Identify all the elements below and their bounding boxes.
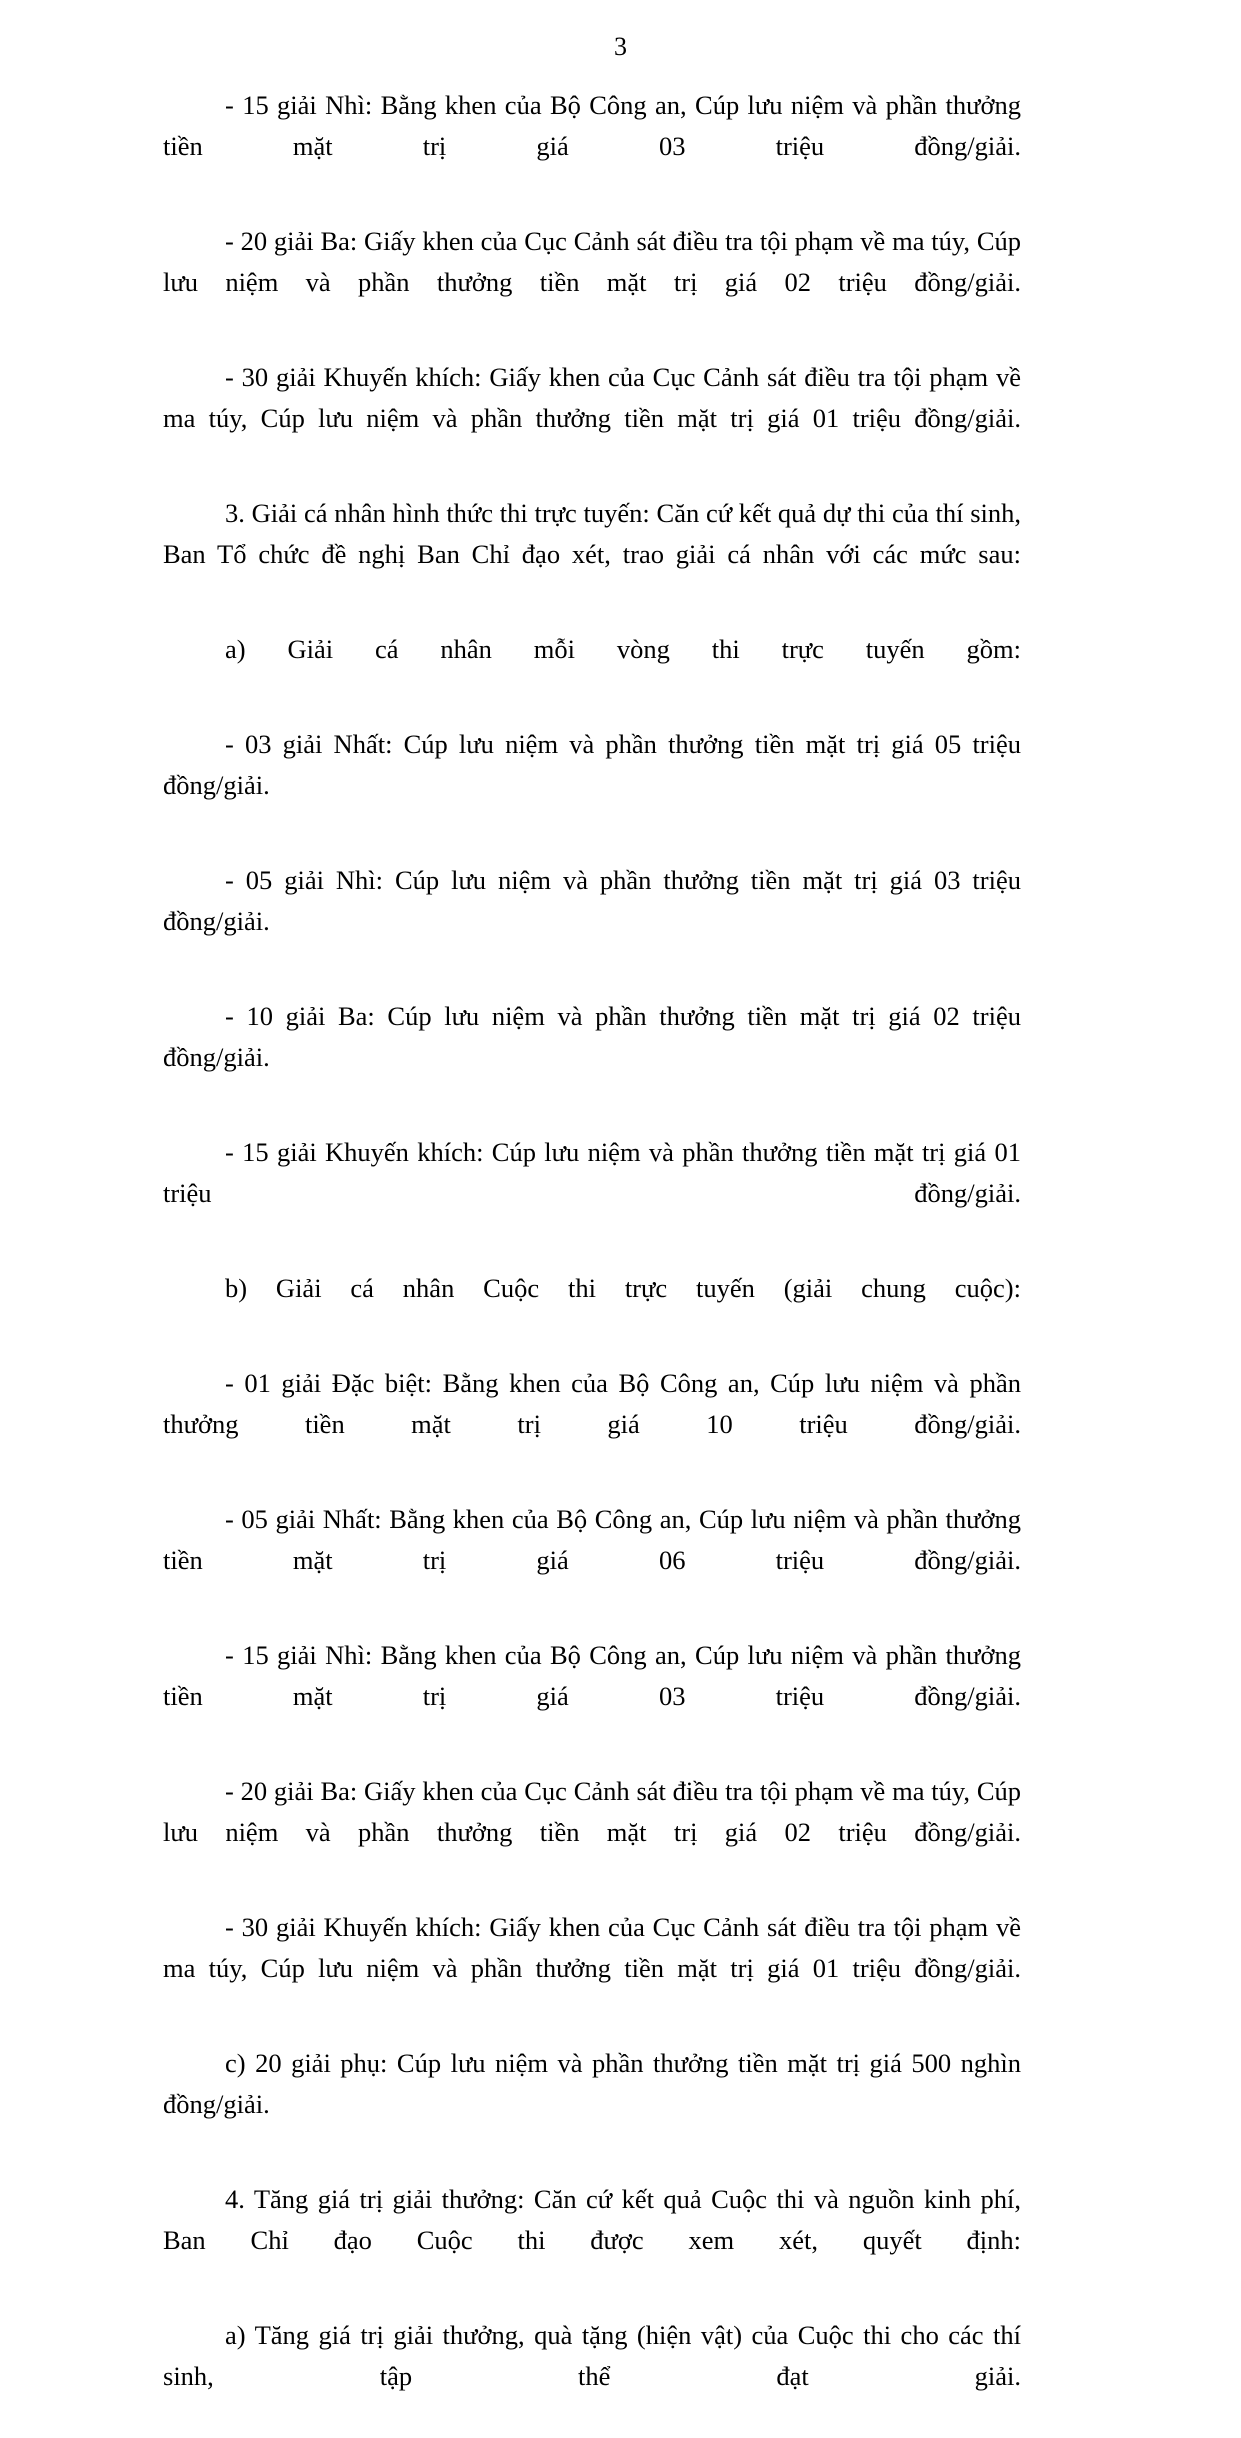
document-body	[163, 85, 1021, 2438]
page-number: 3	[614, 32, 627, 61]
paragraph: - 05 giải Nhì: Cúp lưu niệm và phần thưởng tiền mặt trị giá 03 triệu đồng/giải.	[163, 865, 1021, 936]
paragraph: - 20 giải Ba: Giấy khen của Cục Cảnh sát điều tra tội phạm về ma túy, Cúp lưu niệm và phần thưởng tiền mặt trị giá 02 triệu đồng/giải.	[163, 226, 1021, 297]
paragraph: - 01 giải Đặc biệt: Bằng khen của Bộ Công an, Cúp lưu niệm và phần thưởng tiền mặt trị giá 10 triệu đồng/giải.	[163, 1368, 1021, 1439]
paragraph: 4. Tăng giá trị giải thưởng: Căn cứ kết quả Cuộc thi và nguồn kinh phí, Ban Chỉ đạo Cuộc thi được xem xét, quyết định:	[163, 2184, 1021, 2255]
paragraph: - 30 giải Khuyến khích: Giấy khen của Cục Cảnh sát điều tra tội phạm về ma túy, Cúp lưu niệm và phần thưởng tiền mặt trị giá 01 triệu đồng/giải.	[163, 1912, 1021, 1983]
paragraph: - 03 giải Nhất: Cúp lưu niệm và phần thưởng tiền mặt trị giá 05 triệu đồng/giải.	[163, 729, 1021, 800]
paragraph: 3. Giải cá nhân hình thức thi trực tuyến: Căn cứ kết quả dự thi của thí sinh, Ban Tổ chức đề nghị Ban Chỉ đạo xét, trao giải cá nhân với các mức sau:	[163, 498, 1021, 569]
paragraph: c) 20 giải phụ: Cúp lưu niệm và phần thưởng tiền mặt trị giá 500 nghìn đồng/giải.	[163, 2048, 1021, 2119]
paragraph: a) Tăng giá trị giải thưởng, quà tặng (hiện vật) của Cuộc thi cho các thí sinh, tập thể đạt giải.	[163, 2320, 1021, 2391]
paragraph: - 20 giải Ba: Giấy khen của Cục Cảnh sát điều tra tội phạm về ma túy, Cúp lưu niệm và phần thưởng tiền mặt trị giá 02 triệu đồng/giải.	[163, 1776, 1021, 1847]
paragraph: - 10 giải Ba: Cúp lưu niệm và phần thưởng tiền mặt trị giá 02 triệu đồng/giải.	[163, 1001, 1021, 1072]
paragraph: - 15 giải Nhì: Bằng khen của Bộ Công an, Cúp lưu niệm và phần thưởng tiền mặt trị giá 03 triệu đồng/giải.	[163, 1640, 1021, 1711]
paragraph: - 05 giải Nhất: Bằng khen của Bộ Công an, Cúp lưu niệm và phần thưởng tiền mặt trị giá 06 triệu đồng/giải.	[163, 1504, 1021, 1575]
paragraph: b) Giải cá nhân Cuộc thi trực tuyến (giải chung cuộc):	[225, 1273, 1021, 1303]
paragraph: - 15 giải Nhì: Bằng khen của Bộ Công an, Cúp lưu niệm và phần thưởng tiền mặt trị giá 03 triệu đồng/giải.	[163, 90, 1021, 161]
paragraph: a) Giải cá nhân mỗi vòng thi trực tuyến gồm:	[225, 634, 1021, 664]
paragraph: - 15 giải Khuyến khích: Cúp lưu niệm và phần thưởng tiền mặt trị giá 01 triệu đồng/giải.	[163, 1137, 1021, 1208]
paragraph: - 30 giải Khuyến khích: Giấy khen của Cục Cảnh sát điều tra tội phạm về ma túy, Cúp lưu niệm và phần thưởng tiền mặt trị giá 01 triệu đồng/giải.	[163, 362, 1021, 433]
